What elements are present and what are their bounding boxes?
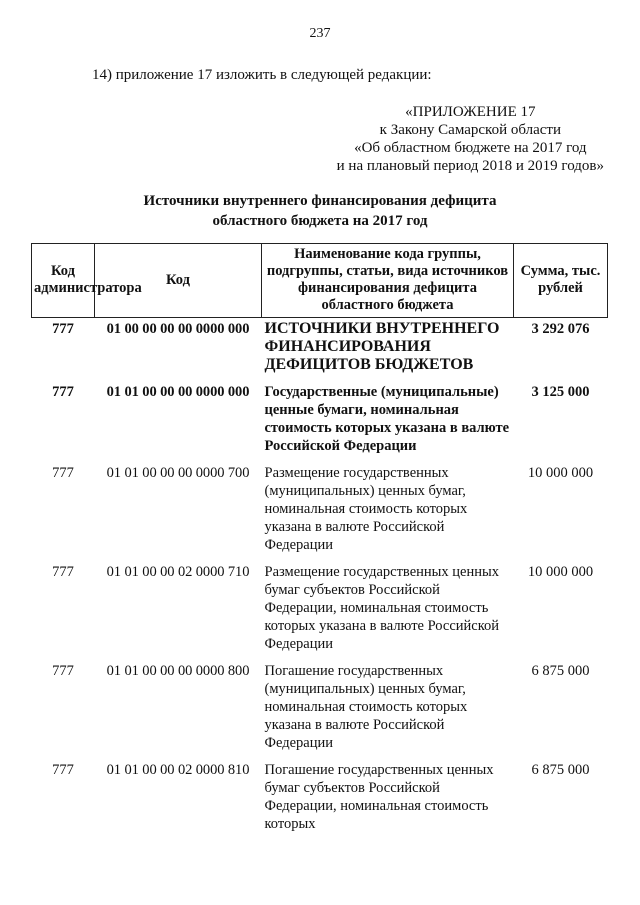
cell-code: 01 01 00 00 00 0000 700 [106, 465, 250, 481]
cell-sum: 10 000 000 [527, 465, 594, 481]
header-code: Код [95, 244, 262, 318]
cell-name: Государственные (муниципальные) ценные бумаги, номинальная стоимость которых указана в валюте Российской Федерации [264, 384, 510, 454]
table-row [32, 462, 608, 561]
cell-sum: 6 875 000 [531, 663, 590, 679]
cell-admin: 777 [52, 762, 74, 778]
page-number: 237 [309, 26, 331, 41]
title-line-2: областного бюджета на 2017 год [212, 213, 428, 229]
table-header-row [32, 244, 608, 318]
header-admin-code: Код администратора [32, 244, 95, 318]
cell-code: 01 01 00 00 00 0000 000 [106, 384, 250, 400]
cell-name: Погашение государственных ценных бумаг субъектов Российской Федерации, номинальная стоимость которых [264, 762, 494, 832]
cell-sum: 6 875 000 [531, 762, 590, 778]
table-row [32, 759, 608, 840]
appendix-line-1: «ПРИЛОЖЕНИЕ 17 [405, 104, 536, 120]
cell-name: Размещение государственных (муниципальных) ценных бумаг, номинальная стоимость которых указана в валюте Российской Федерации [264, 465, 468, 553]
table-row [32, 660, 608, 759]
table-row [32, 381, 608, 462]
cell-admin: 777 [52, 321, 74, 337]
cell-code: 01 00 00 00 00 0000 000 [106, 321, 250, 337]
cell-sum: 3 292 076 [531, 321, 590, 337]
cell-admin: 777 [52, 663, 74, 679]
cell-sum: 10 000 000 [527, 564, 594, 580]
intro-text: 14) приложение 17 изложить в следующей редакции: [92, 67, 432, 83]
cell-code: 01 01 00 00 02 0000 710 [106, 564, 250, 580]
cell-code: 01 01 00 00 00 0000 800 [106, 663, 250, 679]
appendix-line-2: к Закону Самарской области [379, 122, 561, 138]
cell-admin: 777 [52, 564, 74, 580]
financing-sources-table [31, 243, 608, 840]
title-line-1: Источники внутреннего финансирования дефицита [143, 193, 497, 209]
table-row [32, 561, 608, 660]
document-title [0, 191, 640, 231]
header-sum: Сумма, тыс. рублей [514, 244, 608, 318]
cell-admin: 777 [52, 465, 74, 481]
appendix-line-3: «Об областном бюджете на 2017 год [354, 140, 587, 156]
cell-name: Погашение государственных (муниципальных) ценных бумаг, номинальная стоимость которых указана в валюте Российской Федерации [264, 663, 468, 751]
cell-name: Размещение государственных ценных бумаг субъектов Российской Федерации, номинальная стоимость которых указана в валюте Российской Федерации [264, 564, 500, 652]
cell-code: 01 01 00 00 02 0000 810 [106, 762, 250, 778]
table-row [32, 318, 608, 382]
appendix-header [337, 103, 604, 175]
header-name: Наименование кода группы, подгруппы, статьи, вида источников финансирования дефицита областного бюджета [262, 244, 514, 318]
cell-name: ИСТОЧНИКИ ВНУТРЕННЕГО ФИНАНСИРОВАНИЯ ДЕФИЦИТОВ БЮДЖЕТОВ [264, 320, 500, 373]
cell-sum: 3 125 000 [531, 384, 590, 400]
appendix-line-4: и на плановый период 2018 и 2019 годов» [336, 158, 604, 174]
cell-admin: 777 [52, 384, 74, 400]
